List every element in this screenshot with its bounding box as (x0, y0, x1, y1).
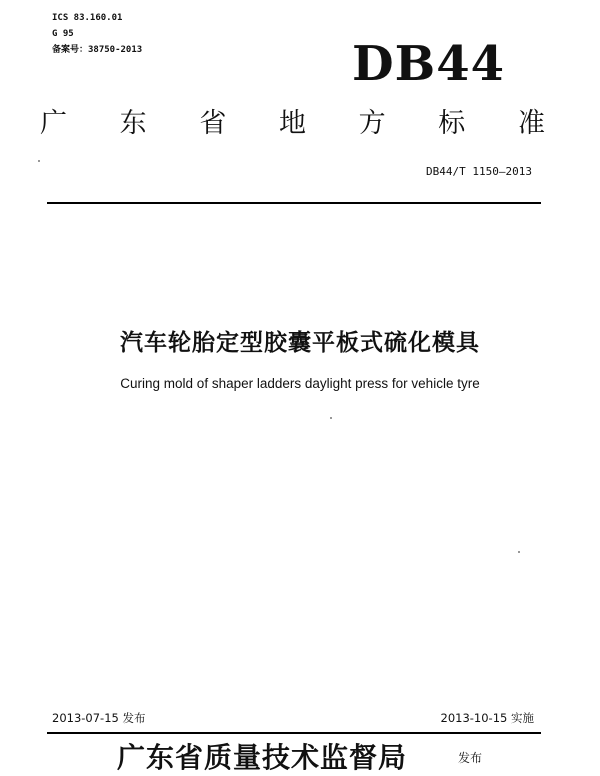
standard-type-char: 广 (40, 108, 67, 139)
issue-date: 2013-07-15 发布 (52, 711, 146, 725)
standard-type-char: 地 (278, 108, 306, 139)
issuer-name: 广东省质量技术监督局 (117, 741, 408, 774)
scan-speck (518, 551, 520, 553)
db44-logo: DB44 (352, 36, 505, 92)
standard-type-char: 准 (517, 108, 545, 139)
scan-speck (38, 160, 40, 162)
title-chinese: 汽车轮胎定型胶囊平板式硫化模具 (120, 330, 480, 356)
filing-number: 备案号：38750-2013 (52, 45, 143, 55)
footer-divider (47, 732, 541, 734)
header-divider (47, 202, 541, 204)
scan-speck (330, 417, 332, 419)
ccs-code: G 95 (52, 29, 74, 39)
standard-type-heading (40, 106, 545, 142)
title-english: Curing mold of shaper ladders daylight press for vehicle tyre (120, 376, 480, 391)
standard-type-char: 方 (358, 108, 386, 139)
standard-type-char: 标 (438, 108, 466, 139)
standard-type-char: 东 (119, 108, 147, 139)
issuer-action: 发布 (458, 751, 483, 765)
standard-number: DB44/T 1150—2013 (426, 165, 532, 178)
ics-code: ICS 83.160.01 (52, 13, 123, 23)
implementation-date: 2013-10-15 实施 (440, 711, 534, 725)
standard-type-char: 省 (199, 108, 227, 139)
